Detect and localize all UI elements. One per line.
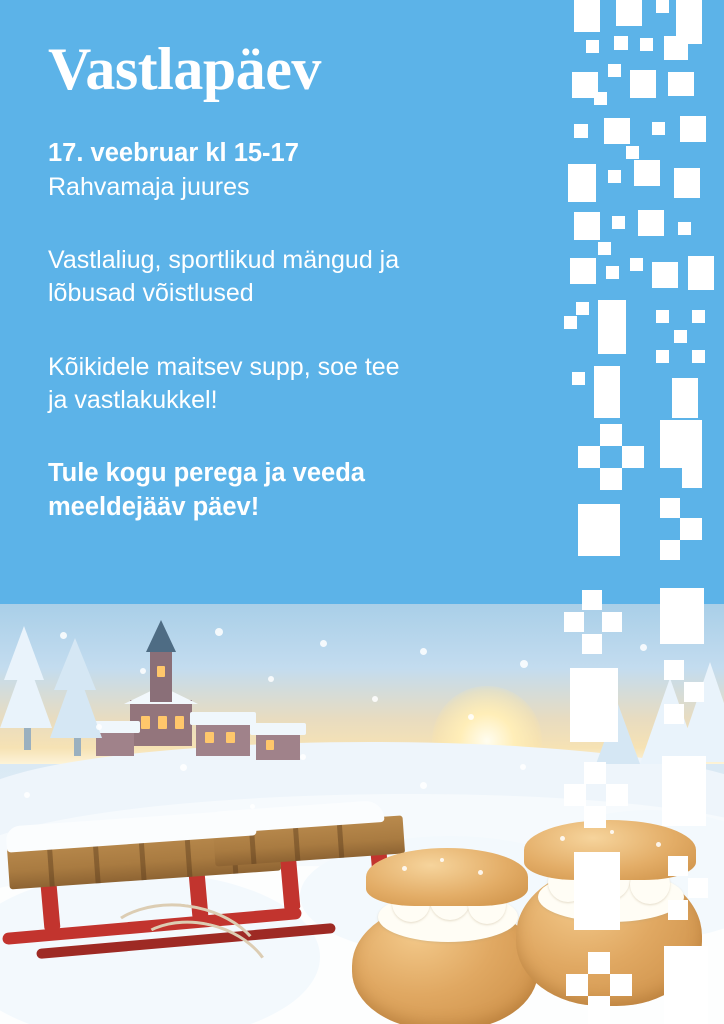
snow-tree [4,626,44,680]
poster-text-block [48,38,553,525]
call-to-action-line-2: meeldejääv päev! [48,493,260,522]
spacer [48,204,553,244]
page-title: Vastlapäev [48,36,321,102]
village-house-roof [190,712,256,725]
house-window [205,732,214,743]
bun-lid [366,848,528,906]
call-to-action-line-1: Tule kogu perega ja veeda [48,459,365,488]
food-line-2: ja vastlakukkel! [48,385,218,414]
snow-tree [676,662,724,762]
winter-sled-and-semla-buns-photo [0,604,724,1024]
activities-line-1: Vastlaliug, sportlikud mängud ja [48,246,400,275]
church-window [158,716,167,729]
church-window [175,716,184,729]
house-window [266,740,274,750]
tower-window [157,666,165,677]
food-line-1: Kõikidele maitsev supp, soe tee [48,352,400,381]
house-window [226,732,235,743]
event-location: Rahvamaja juures [48,172,250,201]
snow-tree [596,704,640,764]
spacer [48,311,553,351]
church-window [141,716,150,729]
snow-tree [54,638,96,690]
church-spire [146,620,176,652]
spacer [48,417,553,457]
village-house [256,732,300,760]
event-datetime: 17. veebruar kl 15-17 [48,139,299,167]
bun-lid [524,820,696,880]
village-house-roof [250,723,306,735]
activities-line-2: lõbusad võistlused [48,279,254,308]
